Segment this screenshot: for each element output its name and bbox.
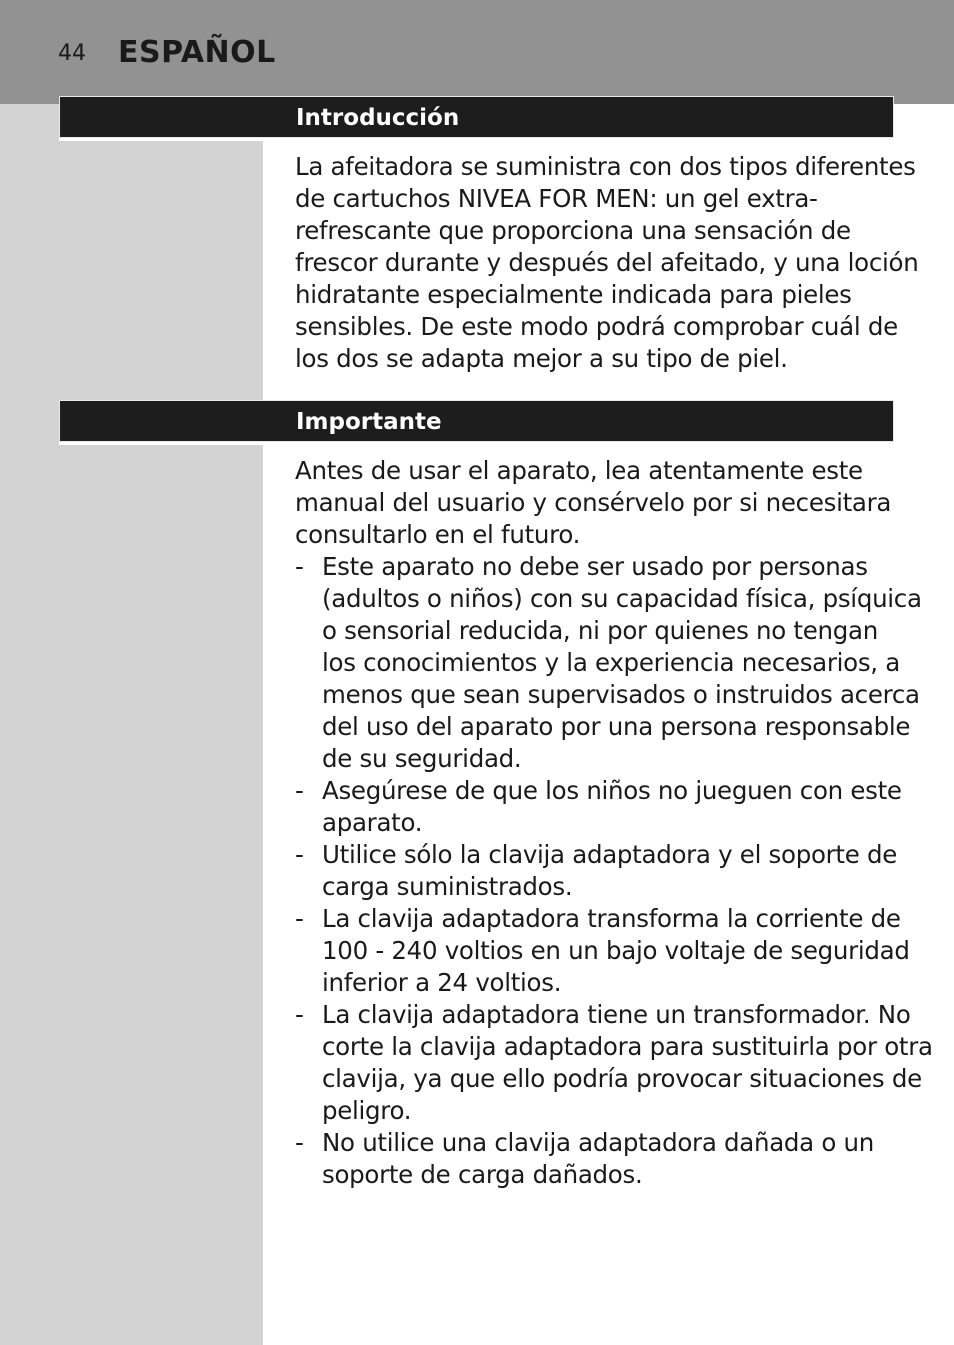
list-item-line: o sensorial reducida, ni por quienes no tengan: [322, 616, 878, 645]
bullet-dash: -: [295, 776, 304, 805]
important-paragraph: [295, 455, 895, 551]
intro-paragraph: [295, 151, 919, 375]
list-item: [295, 999, 933, 1127]
list-item-line: corte la clavija adaptadora para sustituirla por otra: [322, 1032, 933, 1061]
section-bar-importante: [59, 400, 894, 442]
list-item-line: Asegúrese de que los niños no jueguen con este: [322, 776, 902, 805]
list-item-line: La clavija adaptadora transforma la corriente de: [322, 904, 901, 933]
list-item: [295, 839, 898, 903]
paragraph-line: los dos se adapta mejor a su tipo de piel.: [295, 344, 788, 373]
paragraph-line: manual del usuario y consérvelo por si necesitara: [295, 488, 892, 517]
bullet-dash: -: [295, 904, 304, 933]
paragraph-line: Antes de usar el aparato, lea atentamente este: [295, 456, 863, 485]
divider: [59, 442, 263, 445]
bullet-dash: -: [295, 552, 304, 581]
list-item-line: (adultos o niños) con su capacidad física, psíquica: [322, 584, 922, 613]
list-item-line: inferior a 24 voltios.: [322, 968, 562, 997]
paragraph-line: frescor durante y después del afeitado, y una loción: [295, 248, 919, 277]
list-item-line: aparato.: [322, 808, 423, 837]
safety-bullet-list: [295, 551, 933, 1191]
paragraph-line: consultarlo en el futuro.: [295, 520, 581, 549]
list-item-line: menos que sean supervisados o instruidos acerca: [322, 680, 920, 709]
list-item-line: clavija, ya que ello podría provocar situaciones de: [322, 1064, 922, 1093]
list-item-line: del uso del aparato por una persona responsable: [322, 712, 911, 741]
divider: [59, 138, 263, 141]
language-title: ESPAÑOL: [118, 35, 276, 70]
list-item-line: No utilice una clavija adaptadora dañada o un: [322, 1128, 875, 1157]
section-bar-introduccion: [59, 96, 894, 138]
list-item-line: 100 - 240 voltios en un bajo voltaje de seguridad: [322, 936, 910, 965]
section-title: Introducción: [296, 105, 460, 131]
section-title: Importante: [296, 409, 442, 435]
bullet-dash: -: [295, 1000, 304, 1029]
paragraph-line: de cartuchos NIVEA FOR MEN: un gel extra-: [295, 184, 818, 213]
bullet-dash: -: [295, 840, 304, 869]
list-item-line: de su seguridad.: [322, 744, 522, 773]
list-item-line: carga suministrados.: [322, 872, 573, 901]
paragraph-line: sensibles. De este modo podrá comprobar cuál de: [295, 312, 898, 341]
list-item-line: Este aparato no debe ser usado por personas: [322, 552, 868, 581]
list-item-line: soporte de carga dañados.: [322, 1160, 643, 1189]
left-margin-column: [0, 104, 263, 1345]
bullet-dash: -: [295, 1128, 304, 1157]
list-item-line: Utilice sólo la clavija adaptadora y el soporte de: [322, 840, 898, 869]
list-item-line: peligro.: [322, 1096, 412, 1125]
list-item-line: los conocimientos y la experiencia necesarios, a: [322, 648, 900, 677]
list-item: [295, 903, 910, 999]
list-item: [295, 1127, 895, 1191]
list-item: [295, 551, 922, 775]
list-item-line: La clavija adaptadora tiene un transformador. No: [322, 1000, 911, 1029]
paragraph-line: hidratante especialmente indicada para pieles: [295, 280, 852, 309]
paragraph-line: refrescante que proporciona una sensación de: [295, 216, 851, 245]
list-item: [295, 775, 902, 839]
page-number: 44: [58, 41, 86, 66]
paragraph-line: La afeitadora se suministra con dos tipos diferentes: [295, 152, 916, 181]
